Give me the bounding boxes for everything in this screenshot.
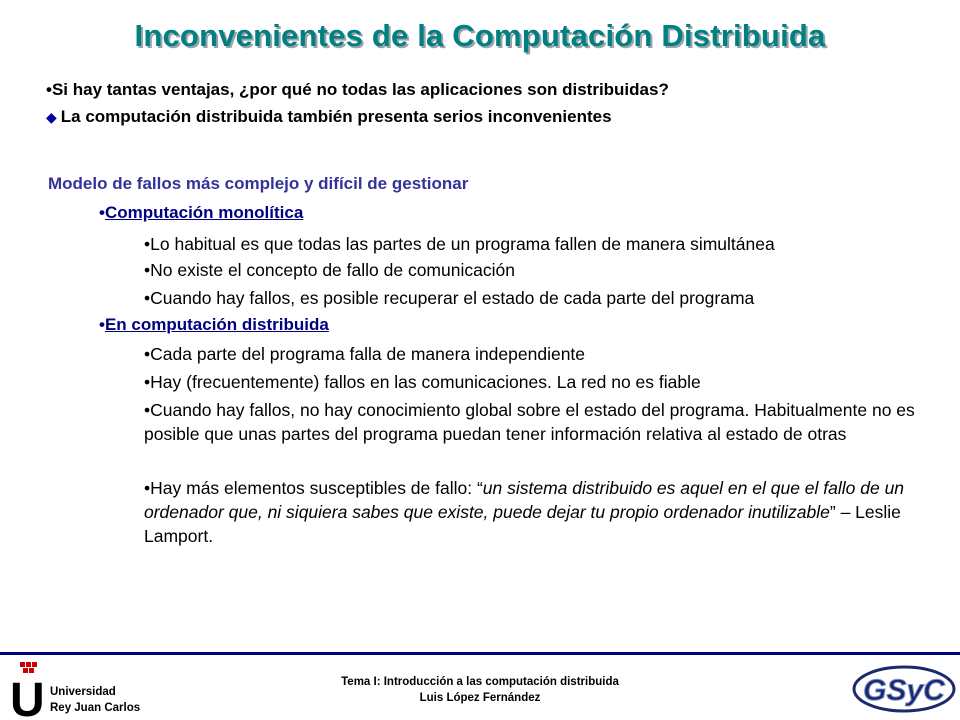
section-distributed: •En computación distribuida	[99, 315, 329, 334]
university-name-line1: Universidad	[50, 686, 116, 698]
list-item-text: Cada parte del programa falla de manera independiente	[150, 344, 586, 364]
list-item-text: Lo habitual es que todas las partes de un programa fallen de manera simultánea	[150, 234, 775, 254]
quote-item: •Hay más elementos susceptibles de fallo: “un sistema distribuido es aquel en el que el fallo de un ordenador que, ni siquiera sabes que existe, puede dejar tu propio ordenador inutilizable” – Leslie Lamport.	[144, 478, 905, 546]
answer-bullet	[46, 107, 612, 127]
list-item: •Lo habitual es que todas las partes de un programa fallen de manera simultánea	[144, 234, 775, 254]
model-heading: Modelo de fallos más complejo y difícil de gestionar	[48, 174, 469, 193]
list-item: •No existe el concepto de fallo de comunicación	[144, 260, 515, 280]
gsyc-logo	[852, 664, 956, 714]
list-item: •Cuando hay fallos, es posible recuperar el estado de cada parte del programa	[144, 288, 755, 308]
footer-topic: Tema I: Introducción a las computación distribuida	[341, 676, 619, 688]
list-item: •Cuando hay fallos, no hay conocimiento global sobre el estado del programa. Habitualmente no es posible que unas partes del programa puedan tener información relativa al estado de otras	[144, 400, 915, 444]
list-item-text: Cuando hay fallos, es posible recuperar el estado de cada parte del programa	[150, 288, 755, 308]
footer-divider	[0, 652, 960, 655]
university-name-line2: Rey Juan Carlos	[50, 702, 141, 714]
question-text: Si hay tantas ventajas, ¿por qué no todas las aplicaciones son distribuidas?	[51, 80, 669, 99]
list-item-text: No existe el concepto de fallo de comunicación	[150, 260, 515, 280]
question-bullet: •Si hay tantas ventajas, ¿por qué no todas las aplicaciones son distribuidas?	[46, 80, 669, 99]
section-monolithic: •Computación monolítica	[99, 203, 304, 222]
footer-author: Luis López Fernández	[419, 692, 541, 704]
svg-text:U: U	[10, 674, 45, 718]
diamond-bullet-icon: ◆	[46, 109, 57, 125]
quote-attribution: ” – Leslie Lamport.	[144, 502, 901, 546]
section-label: Computación monolítica	[104, 203, 304, 222]
list-item-text: Hay (frecuentemente) fallos en las comunicaciones. La red no es fiable	[150, 372, 701, 392]
list-item: •Hay (frecuentemente) fallos en las comunicaciones. La red no es fiable	[144, 372, 701, 392]
list-item-text: Cuando hay fallos, no hay conocimiento global sobre el estado del programa. Habitualmente no es posible que unas partes del programa puedan tener información relativa al estado de otras	[144, 400, 915, 444]
quote-prefix: Hay más elementos susceptibles de fallo: “	[150, 478, 483, 498]
section-label: En computación distribuida	[104, 315, 329, 334]
list-item: •Cada parte del programa falla de manera independiente	[144, 344, 586, 364]
svg-text:GSyC: GSyC	[863, 674, 945, 707]
slide-title: Inconvenientes de la Computación Distribuida	[134, 18, 826, 53]
lamport-quote: un sistema distribuido es aquel en el que el fallo de un ordenador que, ni siquiera sabes que existe, puede dejar tu propio ordenador inutilizable	[144, 478, 905, 522]
answer-text: La computación distribuida también presenta serios inconvenientes	[60, 107, 612, 126]
